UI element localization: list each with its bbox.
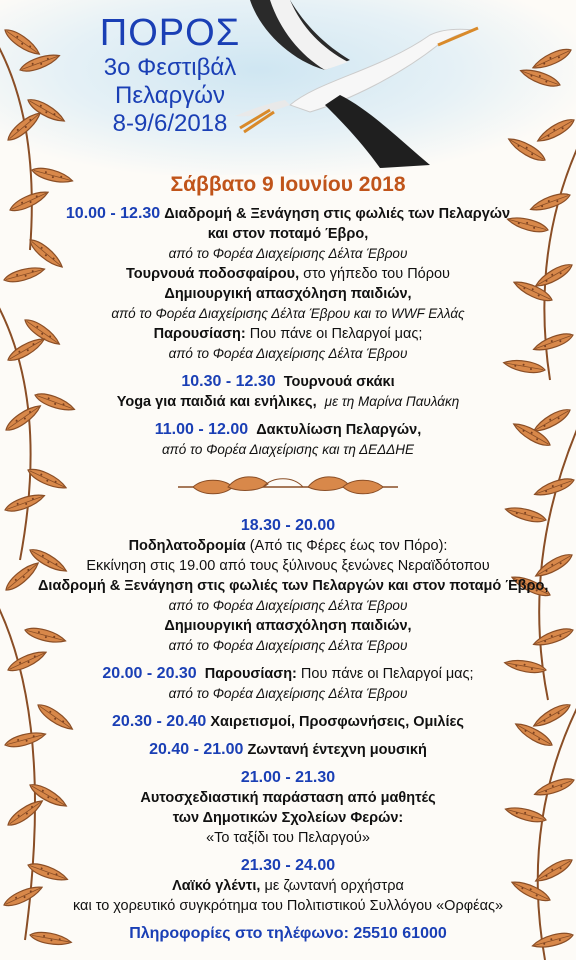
organizer-text: από το Φορέα Διαχείρισης Δέλτα Έβρου — [168, 246, 408, 261]
morning-item-3 — [38, 420, 538, 440]
organizer-text: από το Φορέα Διαχείρισης Δέλτα Έβρου — [168, 346, 408, 361]
activity-text: των Δημοτικών Σχολείων Φερών: — [172, 810, 404, 826]
leaf-divider — [173, 470, 403, 504]
time-label: 21.00 - 21.30 — [240, 769, 336, 786]
time-label: 20.00 - 20.30 — [102, 665, 197, 682]
activity-text: Δακτυλίωση Πελαργών, — [256, 422, 422, 438]
presentation-text: Που πάνε οι Πελαργοί μας; — [296, 666, 474, 682]
evening-item-2 — [38, 664, 538, 684]
title-storks: Πελαργών — [115, 82, 225, 109]
morning-item-2 — [38, 372, 538, 392]
route-text: (Από τις Φέρες έως τον Πόρο): — [245, 538, 448, 554]
time-label: 20.30 - 20.40 — [112, 713, 207, 730]
evening-item-3 — [38, 712, 538, 732]
bike-item — [38, 536, 538, 556]
organizer-text: με τη Μαρίνα Παυλάκη — [324, 394, 460, 409]
title-festival: 3ο Φεστιβάλ — [103, 54, 237, 81]
organizer-text: από το Φορέα Διαχείρισης Δέλτα Έβρου — [168, 598, 408, 613]
start-text: Εκκίνηση στις 19.00 από τους ξύλινους ξενώνες Νεραϊδότοπου — [86, 558, 490, 574]
organizer-text: από το Φορέα Διαχείρισης Δέλτα Έβρου και το WWF Ελλάς — [111, 306, 465, 321]
activity-text: Αυτοσχεδιαστική παράσταση από μαθητές — [140, 790, 436, 806]
organizer-text: από το Φορέα Διαχείρισης και τη ΔΕΔΔΗΕ — [161, 442, 415, 457]
stork-illustration — [230, 0, 480, 170]
evening-item-4 — [38, 740, 538, 760]
time-label: 11.00 - 12.00 — [154, 421, 249, 438]
presentation-label: Παρουσίαση: — [204, 666, 297, 682]
football-item — [38, 264, 538, 284]
time-label: 10.00 - 12.30 — [65, 205, 161, 222]
time-label: 18.30 - 20.00 — [240, 517, 336, 534]
title-place: ΠΟΡΟΣ — [99, 12, 241, 54]
activity-text: Ζωντανή έντεχνη μουσική — [247, 742, 427, 758]
time-label: 21.30 - 24.00 — [240, 857, 336, 874]
time-label: 10.30 - 12.30 — [181, 373, 276, 390]
programme — [38, 170, 549, 944]
info-phone: Πληροφορίες στο τηλέφωνο: 25510 61000 — [129, 925, 447, 942]
time-label: 20.40 - 21.00 — [149, 741, 244, 758]
party-detail: με ζωντανή ορχήστρα — [260, 878, 404, 894]
activity-text: Δημιουργική απασχόληση παιδιών, — [164, 286, 412, 302]
title-dates: 8-9/6/2018 — [112, 110, 228, 137]
activity-text: Ποδηλατοδρομία — [128, 538, 246, 554]
activity-text: Τουρνουά σκάκι — [283, 374, 395, 390]
yoga-item — [38, 392, 538, 412]
presentation-text: Που πάνε οι Πελαργοί μας; — [245, 326, 423, 342]
presentation-label: Παρουσίαση: — [153, 326, 246, 342]
activity-text: Χαιρετισμοί, Προσφωνήσεις, Ομιλίες — [210, 714, 464, 730]
presentation-item — [38, 324, 538, 344]
activity-text: Yoga για παιδιά και ενήλικες, — [116, 394, 317, 410]
organizer-text: από το Φορέα Διαχείρισης Δέλτα Έβρου — [168, 638, 408, 653]
morning-item-1 — [38, 204, 538, 224]
activity-text: Τουρνουά ποδοσφαίρου, — [126, 266, 300, 282]
activity-text: Δημιουργική απασχόληση παιδιών, — [164, 618, 412, 634]
organizer-text: από το Φορέα Διαχείρισης Δέλτα Έβρου — [168, 686, 408, 701]
party-item — [38, 876, 538, 896]
dance-text: και το χορευτικό συγκρότημα του Πολιτιστικού Συλλόγου «Ορφέας» — [72, 898, 504, 914]
activity-text: Διαδρομή & Ξενάγηση στις φωλιές των Πελαργών και στον ποταμό Έβρο, — [38, 578, 549, 594]
festival-title — [80, 12, 260, 138]
day-heading: Σάββατο 9 Ιουνίου 2018 — [170, 173, 406, 196]
activity-text: Λαϊκό γλέντι, — [172, 878, 261, 894]
location-text: στο γήπεδο του Πόρου — [299, 266, 450, 282]
activity-text: και στον ποταμό Έβρο, — [207, 226, 369, 242]
activity-text: Διαδρομή & Ξενάγηση στις φωλιές των Πελαργών — [164, 206, 511, 222]
play-title: «Το ταξίδι του Πελαργού» — [206, 830, 370, 846]
